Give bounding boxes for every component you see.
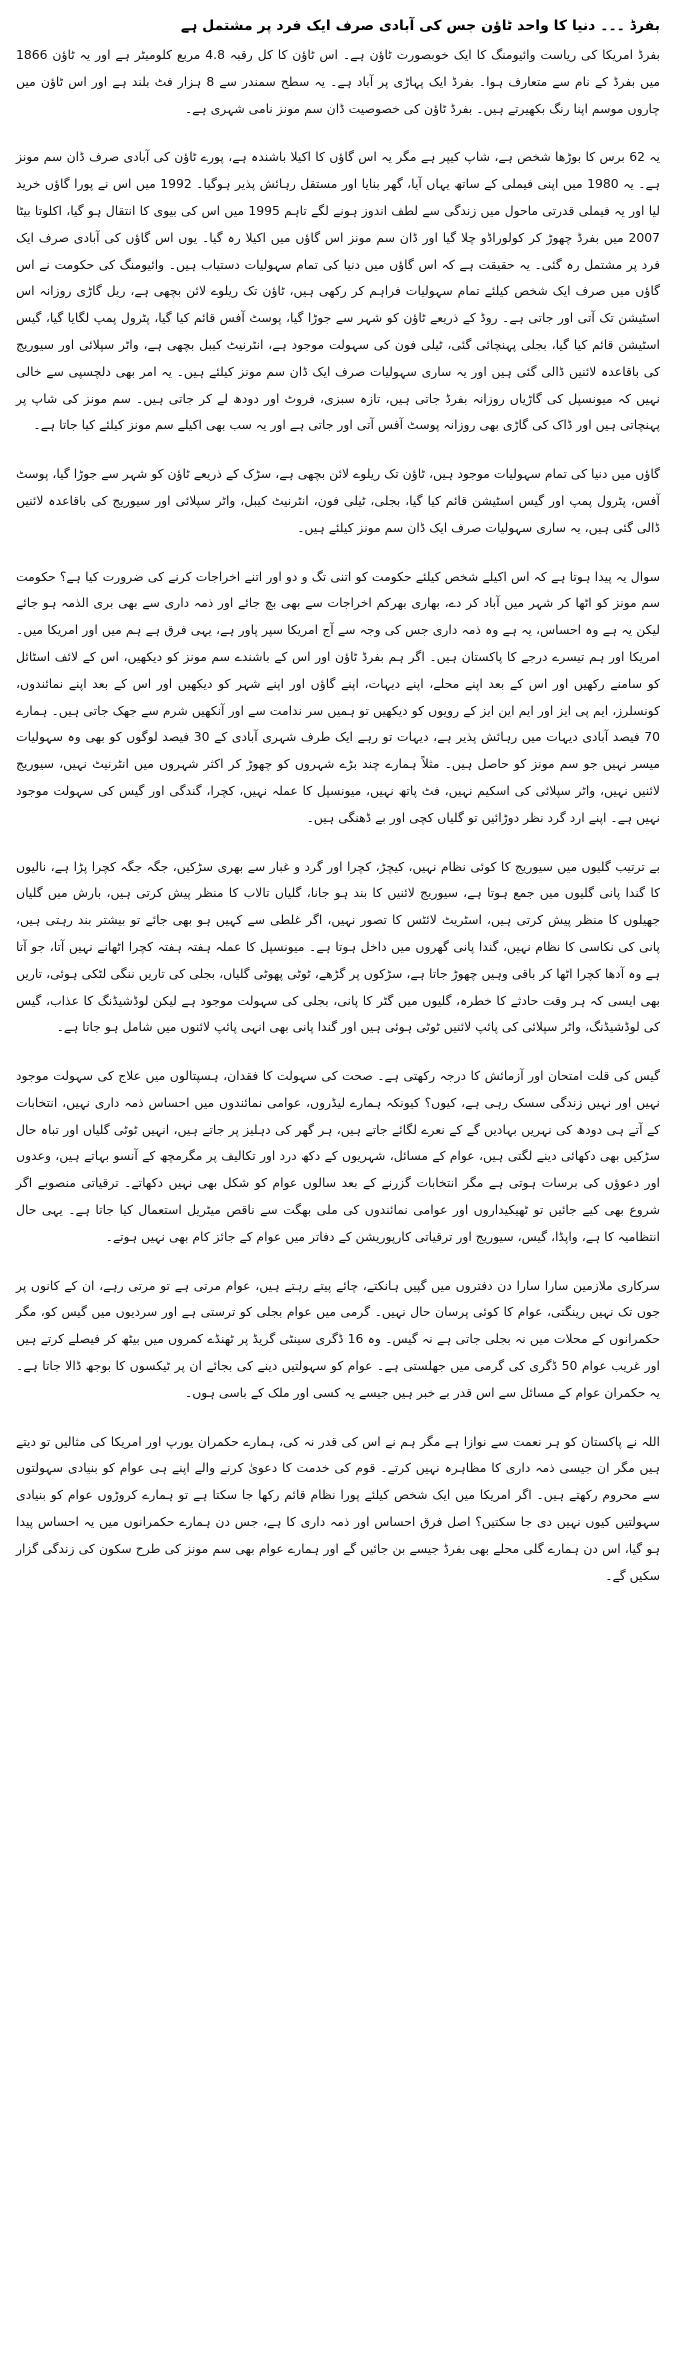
article-paragraph-5: بے ترتیب گلیوں میں سیوریج کا کوئی نظام نہیں، کیچڑ، کچرا اور گرد و غبار سے بھری سڑکیں، جگہ جگہ کچرا پڑا ہے، نالیوں کا گندا پانی گلیوں میں جمع ہوتا ہے، سیوریج لائنیں کا بند ہو جانا، گلیاں تالاب کا منظر پیش کرتی ہیں، بارش میں گلیاں جھیلوں کا منظر پیش کرتی ہیں، اسٹریٹ لائٹس کا تصور نہیں، اگر غلطی سے کہیں ہو بھی جائے تو بیشتر بند رہتی ہیں، پانی کی نکاسی کا نظام نہیں، گندا پانی گھروں میں داخل ہوتا ہے۔ میونسپل کا عملہ ہفتہ ہفتہ کچرا اٹھانے نہیں آتا، جو آتا ہے وہ آدھا کچرا اٹھا کر باقی وہیں چھوڑ جاتا ہے، سڑکوں پر گڑھے، ٹوٹی پھوٹی گلیاں، بجلی کی تاریں ننگی لٹکی ہوئی، تاریں بھی ایسی کہ ہر وقت حادثے کا خطرہ، گلیوں میں گٹر کا پانی، بجلی کی سہولت موجود ہے لیکن لوڈشیڈنگ کا عذاب، گیس کی لوڈشیڈنگ، واٹر سپلائی کی پائپ لائنیں ٹوٹی ہوئی ہیں اور گندا پانی بھی انہی پائپ لائنوں میں شامل ہو جاتا ہے۔ — [16, 858, 660, 1035]
article-headline: بفرڈ ۔۔۔ دنیا کا واحد ٹاؤن جس کی آبادی صرف ایک فرد پر مشتمل ہے — [180, 18, 660, 34]
article-paragraph-1: بفرڈ امریکا کی ریاست وائیومنگ کا ایک خوبصورت ٹاؤن ہے۔ اس ٹاؤن کا کل رقبہ 4.8 مربع کلومیٹر ہے اور یہ ٹاؤن 1866 میں بفرڈ کے نام سے متعارف ہوا۔ بفرڈ ایک پہاڑی پر آباد ہے۔ یہ سطح سمندر سے 8 ہزار فٹ بلند ہے اور اس ٹاؤن میں چاروں موسم اپنا رنگ بکھیرتے ہیں۔ بفرڈ ٹاؤن کی خصوصیت ڈان سم مونز نامی شہری ہے۔ — [16, 47, 660, 116]
article-paragraph-4: سوال یہ پیدا ہوتا ہے کہ اس اکیلے شخص کیلئے حکومت کو اتنی تگ و دو اور اتنے اخراجات کرنے کی ضرورت کیا ہے؟ حکومت سم مونز کو اٹھا کر شہر میں آباد کر دے، بھاری بھرکم اخراجات سے بھی بچ جائے اور ذمہ داری سے بھی بری الذمہ ہو جائے لیکن یہ ہے وہ احساس، یہ ہے وہ ذمہ داری جس کی وجہ سے آج امریکا سپر پاور ہے، یہی فرق ہے ہم میں اور امریکا میں۔ امریکا اور ہم تیسرے درجے کا پاکستان ہیں۔ اگر ہم بفرڈ ٹاؤن اور اس کے باشندے سم مونز کو دیکھیں، اس کے لائف اسٹائل کو سامنے رکھیں اور اس کے بعد اپنے محلے، اپنے دیہات، اپنے گاؤں اور اپنے شہر کو دیکھیں اور اس کے بعد اپنے نمائندوں، کونسلرز، ایم پی ایز اور ایم این ایز کے رویوں کو دیکھیں تو ہمیں سر ندامت سے اور آنکھیں شرم سے جھک جاتی ہیں۔ ہمارے 70 فیصد آبادی دیہات میں رہائش پذیر ہے، دیہات تو رہے ایک طرف شہری آبادی کے 30 فیصد لوگوں کو بھی وہ سہولیات میسر نہیں جو سم مونز کو حاصل ہیں۔ مثلاً ہمارے چند بڑے شہروں کو چھوڑ کر اکثر شہروں میں انٹرنیٹ نہیں، سیوریج لائنیں نہیں، واٹر سپلائی کی اسکیم نہیں، فٹ پاتھ نہیں، میونسپل کا عملہ نہیں، کچرا، گندگی اور گیس کی سہولت موجود نہیں ہے۔ اپنے ارد گرد نظر دوڑائیں تو گلیاں کچی اور بے ڈھنگی ہیں۔ — [16, 568, 660, 825]
article-paragraph-3: گاؤں میں دنیا کی تمام سہولیات موجود ہیں، ٹاؤن تک ریلوے لائن بچھی ہے، سڑک کے ذریعے ٹاؤن کو شہر سے جوڑا گیا، پوسٹ آفس، پٹرول پمپ اور گیس اسٹیشن قائم کیا گیا، بجلی، ٹیلی فون، انٹرنیٹ کیبل، واٹر سپلائی اور سیوریج کی باقاعدہ لائنیں ڈالی گئی ہیں، یہ ساری سہولیات صرف ایک ڈان سم مونز کیلئے ہیں۔ — [16, 466, 660, 535]
article-paragraph-7: سرکاری ملازمین سارا سارا دن دفتروں میں گپیں ہانکتے، چائے پیتے رہتے ہیں، عوام مرتی ہے تو مرتی رہے، ان کے کانوں پر جوں تک نہیں رینگتی، عوام کا کوئی پرسان حال نہیں۔ گرمی میں عوام بجلی کو ترستی ہے اور سردیوں میں گیس کو، مگر حکمرانوں کے محلات میں نہ بجلی جاتی ہے نہ گیس۔ وہ 16 ڈگری سینٹی گریڈ پر ٹھنڈے کمروں میں بیٹھ کر فیصلے کرتے ہیں اور غریب عوام 50 ڈگری کی گرمی میں جھلستی ہے۔ عوام کو سہولتیں دینے کی بجائے ان پر ٹیکسوں کا بوجھ ڈالا جاتا ہے۔ یہ حکمران عوام کے مسائل سے اس قدر بے خبر ہیں جیسے یہ کسی اور ملک کے باسی ہوں۔ — [16, 1277, 661, 1400]
article-paragraph-2: یہ 62 برس کا بوڑھا شخص ہے، شاپ کیپر ہے مگر یہ اس گاؤں کا اکیلا باشندہ ہے، پورے ٹاؤن کی آبادی صرف ڈان سم مونز ہے۔ یہ 1980 میں اپنی فیملی کے ساتھ یہاں آیا، گھر بنایا اور مستقل رہائش پذیر ہوگیا۔ 1992 میں اس نے پورا گاؤں خرید لیا اور یہ فیملی قدرتی ماحول میں زندگی سے لطف اندوز ہونے لگے تاہم 1995 میں اس کی بیوی کا انتقال ہو گیا، اکلوتا بیٹا 2007 میں بفرڈ چھوڑ کر کولوراڈو چلا گیا اور ڈان سم مونز اس گاؤں میں اکیلا رہ گیا۔ یوں اس گاؤں کی آبادی صرف ایک فرد پر مشتمل رہ گئی۔ یہ حقیقت ہے کہ اس گاؤں میں دنیا کی تمام سہولیات دستیاب ہیں۔ وائیومنگ کی حکومت نے اس گاؤں میں صرف ایک شخص کیلئے تمام سہولیات فراہم کر رکھی ہیں، ٹاؤن تک ریلوے لائن بچھی ہے، ریل گاڑی روزانہ اس اسٹیشن تک آتی اور جاتی ہے۔ روڈ کے ذریعے ٹاؤن کو شہر سے جوڑا گیا، پوسٹ آفس قائم کیا گیا، پٹرول پمپ لگایا گیا، گیس اسٹیشن قائم کیا گیا، بجلی پہنچائی گئی، ٹیلی فون کی سہولت موجود ہے، انٹرنیٹ کیبل بچھی ہے، واٹر سپلائی اور سیوریج کی باقاعدہ لائنیں ڈالی گئی ہیں اور یہ ساری سہولیات صرف ایک ڈان سم مونز کیلئے ہیں۔ یہ امر بھی دلچسپی سے خالی نہیں کہ میونسپل کی گاڑیاں روزانہ بفرڈ جاتی ہیں، تازہ سبزی، فروٹ اور دودھ لے کر جاتی ہیں۔ سم مونز کی شاپ پر پہنچاتی ہیں اور ڈاک کی گاڑی بھی روزانہ پوسٹ آفس آتی اور جاتی ہے اور یہ سب بھی اکیلے سم مونز کیلئے کیا جاتا ہے۔ — [16, 149, 661, 433]
article-paragraph-8: اللہ نے پاکستان کو ہر نعمت سے نوازا ہے مگر ہم نے اس کی قدر نہ کی، ہمارے حکمران یورپ اور امریکا کی مثالیں تو دیتے ہیں مگر ان جیسی ذمہ داری کا مظاہرہ نہیں کرتے۔ قوم کی خدمت کا دعویٰ کرنے والے اپنے ہی عوام کو بنیادی سہولتوں سے محروم رکھتے ہیں۔ اگر امریکا میں ایک شخص کیلئے پورا نظام قائم رکھا جا سکتا ہے تو ہمارے کروڑوں عوام کو بنیادی سہولتیں کیوں نہیں دی جا سکتیں؟ اصل فرق احساس اور ذمہ داری کا ہے، جس دن ہمارے حکمرانوں میں یہ احساس پیدا ہو گیا، اس دن ہمارے گلی محلے بھی بفرڈ جیسے بن جائیں گے اور ہمارے عوام بھی سم مونز کی طرح سکون کی زندگی گزار سکیں گے۔ — [16, 1433, 660, 1583]
article-paragraph-6: گیس کی قلت امتحان اور آزمائش کا درجہ رکھتی ہے۔ صحت کی سہولت کا فقدان، ہسپتالوں میں علاج کی سہولت موجود نہیں اور نہیں زندگی سسک رہی ہے، کیوں؟ کیونکہ ہمارے لیڈروں، عوامی نمائندوں میں احساس ذمہ داری نہیں، انتخابات کے آتے ہی دودھ کی نہریں بہادیں گے کے نعرے لگائے جاتے ہیں، ہر گھر کی دہلیز پر جاتے ہیں، انہیں ٹوٹی گلیاں اور تباہ حال سڑکیں بھی دکھائی دینے لگتی ہیں، عوام کے مسائل، شہریوں کے دکھ درد اور تکالیف پر مگرمچھ کے آنسو بہاتے ہیں، وعدوں اور دعوؤں کی برسات ہوتی ہے مگر انتخابات گزرنے کے بعد سالوں عوام کو شکل بھی نہیں دکھاتے۔ ترقیاتی منصوبے اگر شروع بھی کیے جائیں تو ٹھیکیداروں اور عوامی نمائندوں کی ملی بھگت سے ناقص میٹریل استعمال کیا جاتا ہے۔ یہی حال انتظامیہ کا ہے، واپڈا، گیس، سیوریج اور ترقیاتی کارپوریشن کے دفاتر میں عوام کے جائز کام بھی نہیں ہوتے۔ — [16, 1068, 660, 1244]
